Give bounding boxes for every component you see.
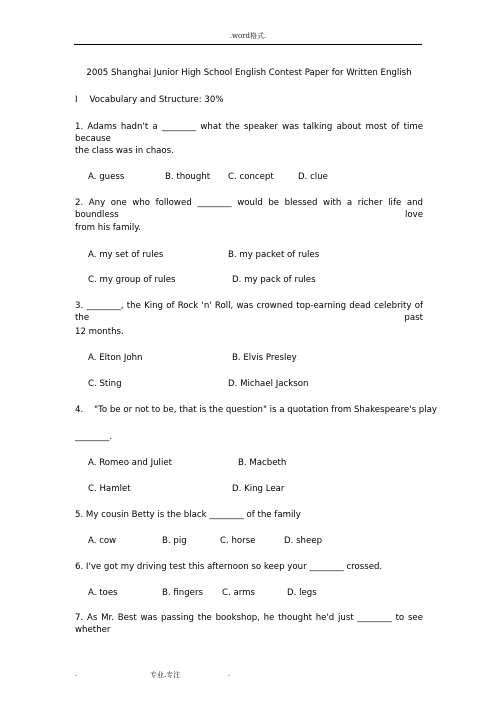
- question-3-text-cont: 12 months.: [75, 327, 124, 337]
- footer-left-mark: .: [75, 670, 78, 678]
- q1-option-d: D. clue: [298, 172, 328, 182]
- question-4-text: 4. "To be or not to be, that is the question" is a quotation from Shakespeare's play: [75, 405, 437, 415]
- question-6-text: 6. I've got my driving test this afternoon so keep your ________ crossed.: [75, 562, 383, 572]
- question-2-text-cont: from his family.: [75, 223, 141, 233]
- q2-option-c: C. my group of rules: [88, 275, 176, 285]
- q3-option-b: B. Elvis Presley: [232, 353, 297, 363]
- q5-option-c: C. horse: [220, 536, 256, 546]
- section-heading: [75, 94, 423, 106]
- q1-option-b: B. thought: [165, 172, 211, 182]
- q4-option-d: D. King Lear: [232, 484, 285, 494]
- q2-option-b: B. my packet of rules: [228, 250, 320, 260]
- q3-option-a: A. Elton John: [88, 353, 143, 363]
- q5-option-b: B. pig: [162, 536, 187, 546]
- question-2-text: 2. Any one who followed ________ would be blessed with a richer life and boundless love: [75, 198, 423, 220]
- q1-option-a: A. guess: [88, 172, 125, 182]
- q6-option-d: D. legs: [287, 588, 317, 598]
- q4-option-b: B. Macbeth: [238, 458, 287, 468]
- question-1-text: 1. Adams hadn't a ________ what the speaker was talking about most of time because: [75, 122, 423, 144]
- question-4-text-cont: ________.: [75, 432, 113, 442]
- question-3-text: 3. ________, the King of Rock 'n' Roll, was crowned top-earning dead celebrity of the past: [75, 301, 423, 323]
- q4-option-a: A. Romeo and Juliet: [88, 458, 172, 468]
- section-label: Vocabulary and Structure: 30%: [89, 95, 224, 105]
- q2-option-d: D. my pack of rules: [232, 275, 316, 285]
- section-number: I: [75, 95, 78, 105]
- header-rule: [74, 44, 422, 45]
- q4-option-c: C. Hamlet: [88, 484, 131, 494]
- q6-option-c: C. arms: [222, 588, 255, 598]
- q6-option-b: B. fingers: [162, 588, 203, 598]
- question-1-text-cont: the class was in chaos.: [75, 146, 174, 156]
- footer-text: 专业.专注: [150, 671, 181, 679]
- question-5-text: 5. My cousin Betty is the black ________ of the family: [75, 510, 301, 520]
- footer-right-mark: .: [228, 670, 231, 678]
- q5-option-a: A. cow: [88, 536, 117, 546]
- q2-option-a: A. my set of rules: [88, 250, 164, 260]
- q3-option-c: C. Sting: [88, 379, 122, 389]
- page-header: .word格式.: [229, 32, 267, 40]
- q5-option-d: D. sheep: [284, 536, 323, 546]
- q1-option-c: C. concept: [228, 172, 274, 182]
- q3-option-d: D. Michael Jackson: [228, 379, 309, 389]
- q6-option-a: A. toes: [88, 588, 118, 598]
- question-7-text: 7. As Mr. Best was passing the bookshop, he thought he'd just ________ to see whether: [75, 613, 423, 635]
- document-title: 2005 Shanghai Junior High School English Contest Paper for Written English: [86, 68, 412, 78]
